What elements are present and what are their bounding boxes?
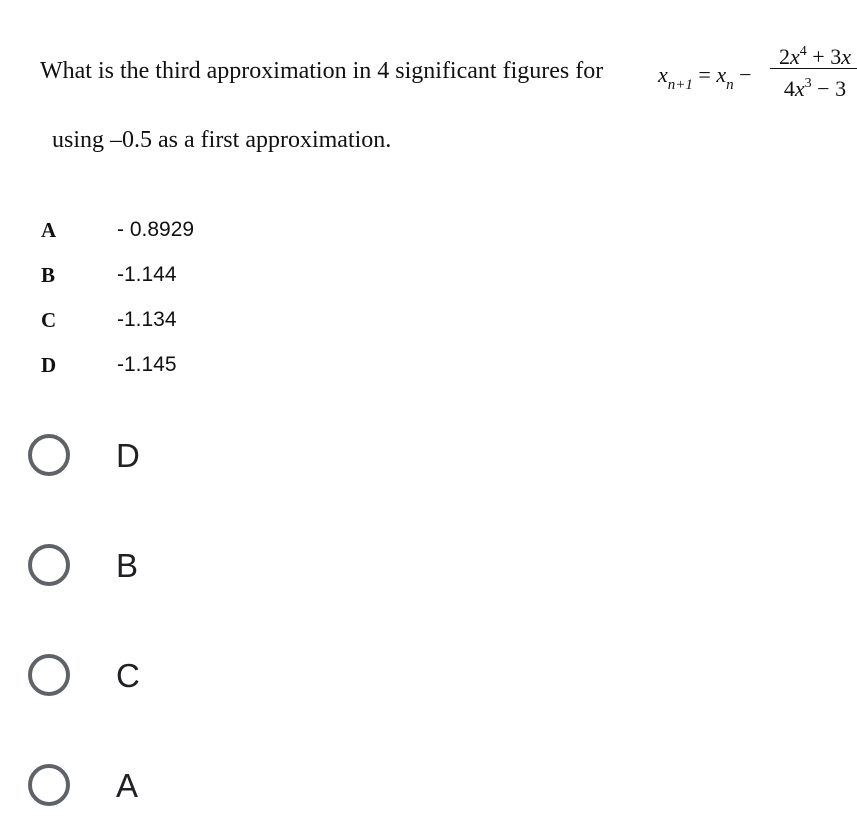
radio-button[interactable] <box>28 764 70 806</box>
denominator-var: x <box>794 76 805 101</box>
radio-button[interactable] <box>28 654 70 696</box>
choice-value: -1.134 <box>117 308 177 331</box>
choice-letter: D <box>41 353 57 377</box>
numerator-var: x <box>790 44 800 69</box>
radio-button[interactable] <box>28 434 70 476</box>
formula-numerator <box>770 38 857 69</box>
radio-option-label: A <box>116 767 139 804</box>
choice-value: - 0.8929 <box>117 218 195 241</box>
numerator-term: + 3 <box>806 44 842 69</box>
radio-option-a[interactable] <box>24 758 324 814</box>
formula-rhs-var: x <box>716 62 727 87</box>
question-text: What is the third approximation in 4 significant figures for <box>40 58 604 84</box>
denominator-exponent: 3 <box>804 76 812 91</box>
choice-letter: C <box>41 308 57 332</box>
numerator-var2: x <box>841 44 851 69</box>
formula-lhs-var: x <box>658 62 668 87</box>
radio-option-d[interactable] <box>24 428 324 484</box>
numerator-coef: 2 <box>779 44 791 69</box>
choice-letter: A <box>41 218 57 242</box>
formula-denominator <box>770 71 857 101</box>
formula-lhs-subscript: n+1 <box>667 77 693 93</box>
radio-option-label: C <box>116 657 140 694</box>
numerator-exponent: 4 <box>799 44 807 59</box>
formula-minus: − <box>733 62 752 87</box>
radio-option-label: D <box>116 437 140 474</box>
formula-lhs <box>658 60 752 93</box>
radio-option-label: B <box>116 547 139 584</box>
question-text-line2: using –0.5 as a first approximation. <box>52 127 392 153</box>
radio-button[interactable] <box>28 544 70 586</box>
formula-equals: = <box>692 62 717 87</box>
formula-rhs-subscript: n <box>726 77 734 93</box>
choice-value: -1.144 <box>117 263 177 286</box>
radio-option-c[interactable] <box>24 648 324 704</box>
formula-fraction <box>770 38 857 101</box>
denominator-term: − 3 <box>811 76 847 101</box>
denominator-coef: 4 <box>783 76 795 101</box>
radio-option-b[interactable] <box>24 538 324 594</box>
choice-value: -1.145 <box>117 353 177 376</box>
choice-letter: B <box>41 263 56 287</box>
